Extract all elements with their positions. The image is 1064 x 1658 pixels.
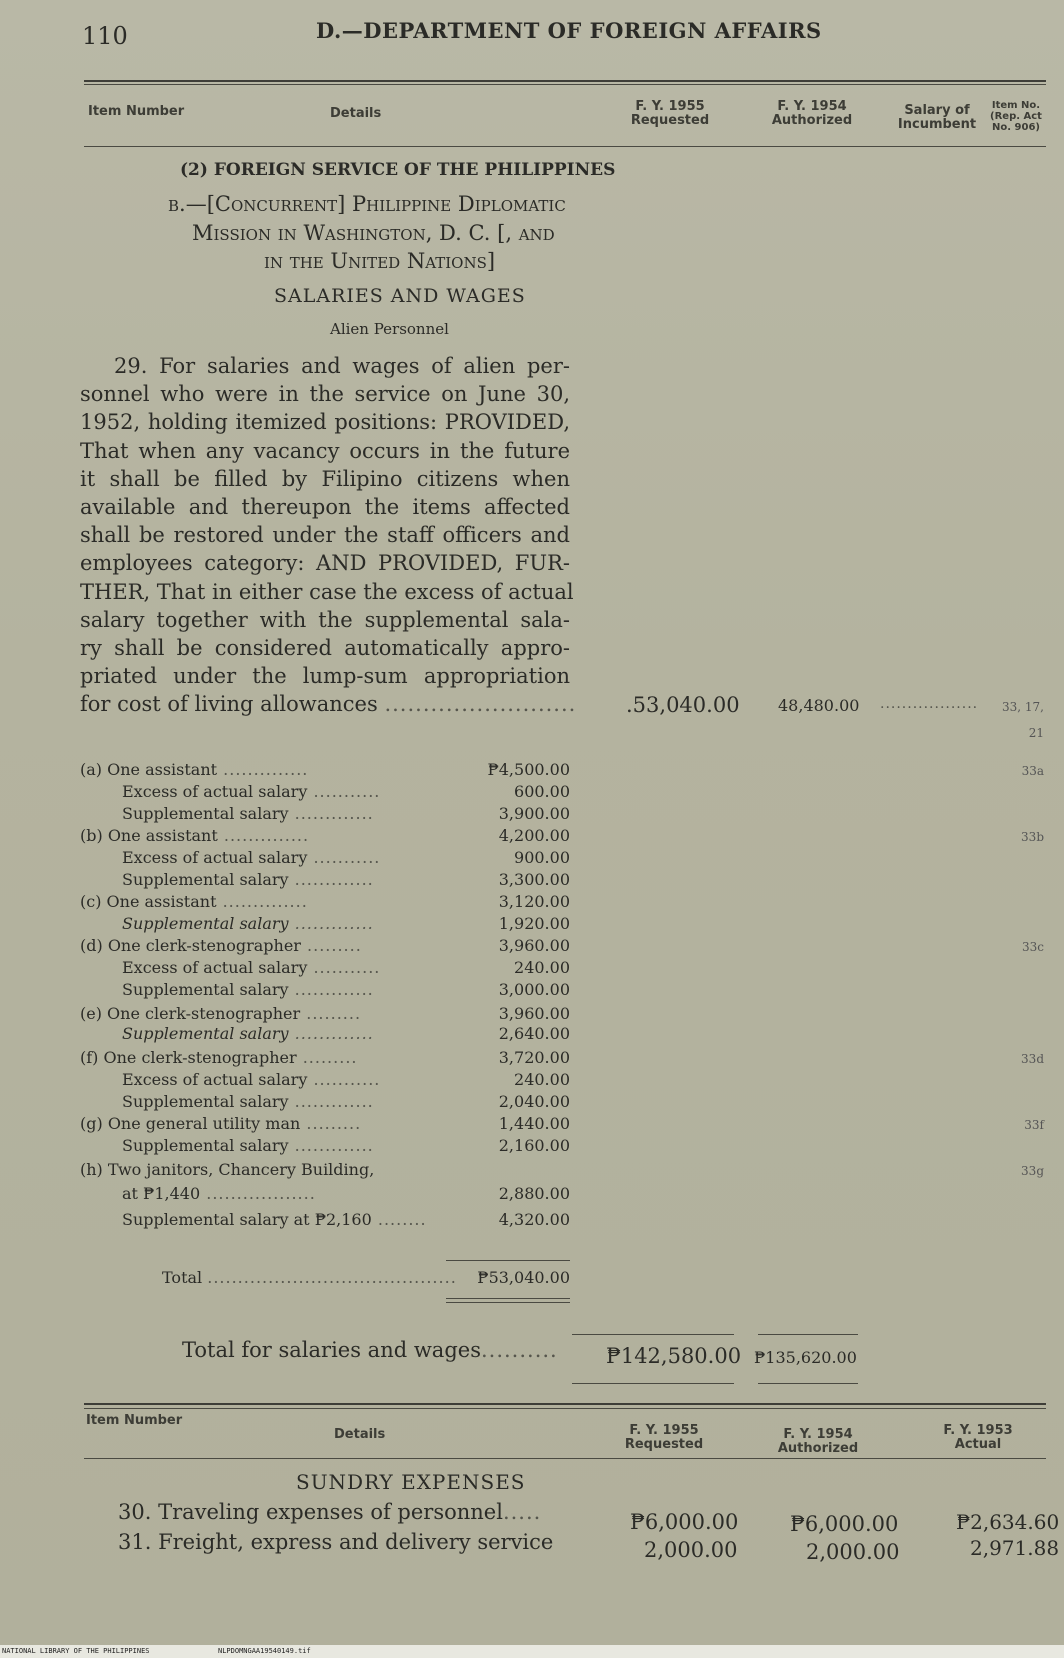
breakdown-amount: 240.00 xyxy=(514,1070,570,1089)
item29-line: priated under the lump-sum appropriation xyxy=(80,664,570,689)
scan-footer-library: NATIONAL LIBRARY OF THE PHILIPPINES xyxy=(2,1647,150,1655)
breakdown-label xyxy=(80,1004,361,1023)
sundry-item-31-label: 31. Freight, express and delivery service xyxy=(118,1530,554,1554)
breakdown-amount: 4,200.00 xyxy=(498,826,570,845)
breakdown-total-label: Total ......................................... xyxy=(162,1268,457,1287)
leader-dots: ........... xyxy=(307,958,381,977)
salaries-heading: SALARIES AND WAGES xyxy=(274,285,526,307)
breakdown-label xyxy=(80,760,308,779)
item29-line: 1952, holding itemized positions: PROVIDED, xyxy=(80,410,570,435)
header2-top-rule-2 xyxy=(84,1408,1046,1409)
total-rule xyxy=(446,1260,570,1261)
leader-dots: .............. xyxy=(217,760,309,779)
header1-top-rule-2 xyxy=(84,84,1046,85)
grand-total-requested: ₱142,580.00 xyxy=(606,1344,742,1368)
breakdown-label-text: Supplemental salary xyxy=(122,1136,289,1155)
breakdown-row xyxy=(80,826,570,848)
breakdown-label xyxy=(122,958,380,977)
item29-line: ry shall be considered automatically appro- xyxy=(80,636,570,661)
breakdown-ref: 33d xyxy=(1021,1052,1044,1066)
header1-fy1954: F. Y. 1954 Authorized xyxy=(771,99,853,128)
leader-dots: ......... xyxy=(296,1048,358,1067)
breakdown-label xyxy=(122,870,374,889)
item29-line: for cost of living allowances ......................... xyxy=(80,692,577,717)
leader-dots: ........... xyxy=(307,848,381,867)
breakdown-amount: 1,440.00 xyxy=(498,1114,570,1133)
breakdown-label xyxy=(122,1092,374,1111)
section-subtitle-line3: in the United Nations] xyxy=(264,249,496,273)
item29-line: salary together with the supplemental sala- xyxy=(80,607,570,632)
item29-line: shall be restored under the staff officers and xyxy=(80,523,570,548)
breakdown-label-text: Supplemental salary xyxy=(122,1024,289,1043)
header1-details: Details xyxy=(330,106,382,121)
breakdown-row xyxy=(80,1070,570,1092)
breakdown-label-text: Excess of actual salary xyxy=(122,1070,308,1089)
breakdown-label xyxy=(122,804,374,823)
breakdown-label xyxy=(80,892,308,911)
breakdown-row xyxy=(80,958,570,980)
breakdown-row xyxy=(80,1024,570,1046)
leader-dots: ......... xyxy=(300,1114,362,1133)
header1-fy1955: F. Y. 1955 Requested xyxy=(630,99,710,128)
breakdown-ref: 33a xyxy=(1021,764,1044,778)
item29-line: available and thereupon the items affected xyxy=(80,495,570,520)
breakdown-ref: 33f xyxy=(1024,1118,1044,1132)
breakdown-label xyxy=(122,980,374,999)
breakdown-amount: 2,640.00 xyxy=(498,1024,570,1043)
grand-total-label: Total for salaries and wages.......... xyxy=(182,1338,558,1362)
breakdown-label-text: (a) One assistant xyxy=(80,760,218,779)
breakdown-label xyxy=(122,1024,374,1043)
sundry-item-30-authorized: ₱6,000.00 xyxy=(790,1512,899,1536)
breakdown-amount: 1,920.00 xyxy=(498,914,570,933)
grand-total-authorized: ₱135,620.00 xyxy=(754,1348,857,1367)
breakdown-label xyxy=(80,1048,357,1067)
grand-total-rule-bottom-right xyxy=(758,1383,858,1384)
breakdown-label xyxy=(80,1160,374,1179)
breakdown-label-text: Supplemental salary xyxy=(122,870,289,889)
breakdown-label-text: (c) One assistant xyxy=(80,892,217,911)
header2-bottom-rule xyxy=(84,1458,1046,1459)
page-number: 110 xyxy=(82,22,128,50)
leader-dots: ............. xyxy=(288,1092,374,1111)
header1-top-rule xyxy=(84,80,1046,82)
header1-itemno: Item No. (Rep. Act No. 906) xyxy=(990,100,1042,133)
sundry-item-31-authorized: 2,000.00 xyxy=(806,1540,900,1564)
breakdown-amount: 600.00 xyxy=(514,782,570,801)
item29-salary-dots: .................. xyxy=(880,696,979,712)
breakdown-label-text: (d) One clerk-stenographer xyxy=(80,936,301,955)
breakdown-row xyxy=(80,760,570,782)
leader-dots: ............. xyxy=(288,1136,374,1155)
breakdown-row xyxy=(80,1114,570,1136)
breakdown-label xyxy=(122,1070,380,1089)
total-double-rule-2 xyxy=(446,1302,570,1303)
breakdown-row xyxy=(80,848,570,870)
breakdown-row xyxy=(80,914,570,936)
breakdown-row xyxy=(80,936,570,958)
leader-dots: ............. xyxy=(288,870,374,889)
item29-line: That when any vacancy occurs in the future xyxy=(80,438,570,463)
breakdown-label-text: (b) One assistant xyxy=(80,826,218,845)
breakdown-label-text: Excess of actual salary xyxy=(122,782,308,801)
header2-fy1955: F. Y. 1955 Requested xyxy=(624,1423,704,1452)
section-subtitle-line2: Mission in Washington, D. C. [, and xyxy=(192,221,555,245)
header2-top-rule xyxy=(84,1403,1046,1405)
breakdown-label-text: Supplemental salary xyxy=(122,914,289,933)
breakdown-total-row xyxy=(80,1268,570,1290)
item29-ref: 21 xyxy=(1028,726,1044,740)
breakdown-label-text: Excess of actual salary xyxy=(122,958,308,977)
breakdown-amount: 240.00 xyxy=(514,958,570,977)
running-head: D.—DEPARTMENT OF FOREIGN AFFAIRS xyxy=(316,18,822,43)
grand-total-rule-right xyxy=(758,1334,858,1335)
breakdown-label-text: Excess of actual salary xyxy=(122,848,308,867)
scan-footer xyxy=(0,1645,1064,1658)
breakdown-label-text: Supplemental salary xyxy=(122,1092,289,1111)
alien-heading: Alien Personnel xyxy=(330,320,449,338)
breakdown-label-text: Supplemental salary xyxy=(122,980,289,999)
breakdown-label xyxy=(122,782,380,801)
leader-dots: ......... xyxy=(300,1004,362,1023)
leader-dots: ........... xyxy=(307,782,381,801)
breakdown-label xyxy=(80,936,362,955)
breakdown-ref: 33c xyxy=(1022,940,1044,954)
breakdown-ref: 33b xyxy=(1021,830,1044,844)
breakdown-amount: 3,120.00 xyxy=(498,892,570,911)
breakdown-row xyxy=(80,870,570,892)
breakdown-label-text: (e) One clerk-stenographer xyxy=(80,1004,301,1023)
breakdown-amount: 2,880.00 xyxy=(498,1184,570,1203)
leader-dots: ............. xyxy=(288,980,374,999)
header2-item-number: Item Number xyxy=(86,1413,183,1428)
grand-total-rule-bottom-left xyxy=(572,1383,734,1384)
breakdown-amount: ₱4,500.00 xyxy=(487,760,570,779)
item29-paragraph xyxy=(80,352,577,719)
breakdown-row xyxy=(80,804,570,826)
breakdown-label xyxy=(122,1184,316,1203)
breakdown-label xyxy=(122,1210,427,1229)
breakdown-amount: 3,000.00 xyxy=(498,980,570,999)
breakdown-row xyxy=(80,1136,570,1158)
leader-dots: ......... xyxy=(300,936,362,955)
leader-dots: .............. xyxy=(216,892,308,911)
breakdown-row xyxy=(80,1210,570,1232)
header2-fy1953: F. Y. 1953 Actual xyxy=(943,1423,1013,1452)
scan-footer-file: NLPDOMNGAA19540149.tif xyxy=(218,1647,311,1655)
leader-dots: ........... xyxy=(307,1070,381,1089)
breakdown-label xyxy=(80,1114,361,1133)
item29-line: sonnel who were in the service on June 30, xyxy=(80,382,570,407)
header2-details: Details xyxy=(334,1427,386,1442)
item29-authorized: 48,480.00 xyxy=(778,696,860,715)
breakdown-label xyxy=(122,1136,374,1155)
item29-line: THER, That in either case the excess of actual xyxy=(80,579,574,604)
header2-fy1954: F. Y. 1954 Authorized xyxy=(777,1427,859,1456)
header1-item-number: Item Number xyxy=(88,104,185,119)
breakdown-row xyxy=(80,1048,570,1070)
leader-dots: ........ xyxy=(371,1210,427,1229)
breakdown-label xyxy=(80,826,309,845)
breakdown-amount: 2,160.00 xyxy=(498,1136,570,1155)
breakdown-amount: 3,960.00 xyxy=(498,1004,570,1023)
header1-bottom-rule xyxy=(84,146,1046,147)
item29-line: 29. For salaries and wages of alien per- xyxy=(114,354,570,378)
breakdown-amount: 4,320.00 xyxy=(498,1210,570,1229)
header1-salary: Salary of Incumbent xyxy=(897,103,977,132)
breakdown-label xyxy=(122,848,380,867)
leader-dots: ............. xyxy=(288,804,374,823)
breakdown-label-text: Supplemental salary at ₱2,160 xyxy=(122,1210,372,1229)
sundry-item-30-label: 30. Traveling expenses of personnel..... xyxy=(118,1500,542,1524)
breakdown-label-text: (g) One general utility man xyxy=(80,1114,301,1133)
breakdown-amount: 3,960.00 xyxy=(498,936,570,955)
breakdown-label-text: at ₱1,440 xyxy=(122,1184,201,1203)
section-subtitle-line1: b.—[Concurrent] Philippine Diplomatic xyxy=(168,192,566,216)
breakdown-label-text: (f) One clerk-stenographer xyxy=(80,1048,297,1067)
sundry-item-31-actual: 2,971.88 xyxy=(970,1536,1060,1560)
breakdown-amount: 3,720.00 xyxy=(498,1048,570,1067)
breakdown-row xyxy=(80,1184,570,1206)
leader-dots: ............. xyxy=(288,914,374,933)
section-title: (2) FOREIGN SERVICE OF THE PHILIPPINES xyxy=(180,160,616,180)
breakdown-amount: 3,300.00 xyxy=(498,870,570,889)
breakdown-label-text: Supplemental salary xyxy=(122,804,289,823)
item29-ref: 33, 17, xyxy=(1002,700,1044,714)
breakdown-label-text: (h) Two janitors, Chancery Building, xyxy=(80,1160,375,1179)
breakdown-amount: 3,900.00 xyxy=(498,804,570,823)
breakdown-row xyxy=(80,892,570,914)
leader-dots: .............. xyxy=(217,826,310,845)
breakdown-row xyxy=(80,1160,570,1182)
breakdown-amount: 900.00 xyxy=(514,848,570,867)
item29-requested: .53,040.00 xyxy=(626,693,740,717)
breakdown-amount: 2,040.00 xyxy=(498,1092,570,1111)
sundry-heading: SUNDRY EXPENSES xyxy=(296,1470,526,1494)
grand-total-rule-left xyxy=(572,1334,734,1335)
breakdown-ref: 33g xyxy=(1021,1164,1044,1178)
breakdown-row xyxy=(80,1092,570,1114)
sundry-item-31-requested: 2,000.00 xyxy=(644,1538,738,1562)
breakdown-total-amount: ₱53,040.00 xyxy=(477,1268,570,1287)
leader-dots: .................. xyxy=(200,1184,316,1203)
breakdown-label xyxy=(122,914,374,933)
breakdown-row xyxy=(80,980,570,1002)
item29-line: it shall be filled by Filipino citizens when xyxy=(80,466,570,491)
breakdown-row xyxy=(80,782,570,804)
sundry-item-30-requested: ₱6,000.00 xyxy=(630,1510,739,1534)
leader-dots: ............. xyxy=(288,1024,374,1043)
item29-line: employees category: AND PROVIDED, FUR- xyxy=(80,551,570,576)
total-double-rule-1 xyxy=(446,1298,570,1299)
breakdown-row xyxy=(80,1004,570,1026)
sundry-item-30-actual: ₱2,634.60 xyxy=(956,1510,1060,1534)
